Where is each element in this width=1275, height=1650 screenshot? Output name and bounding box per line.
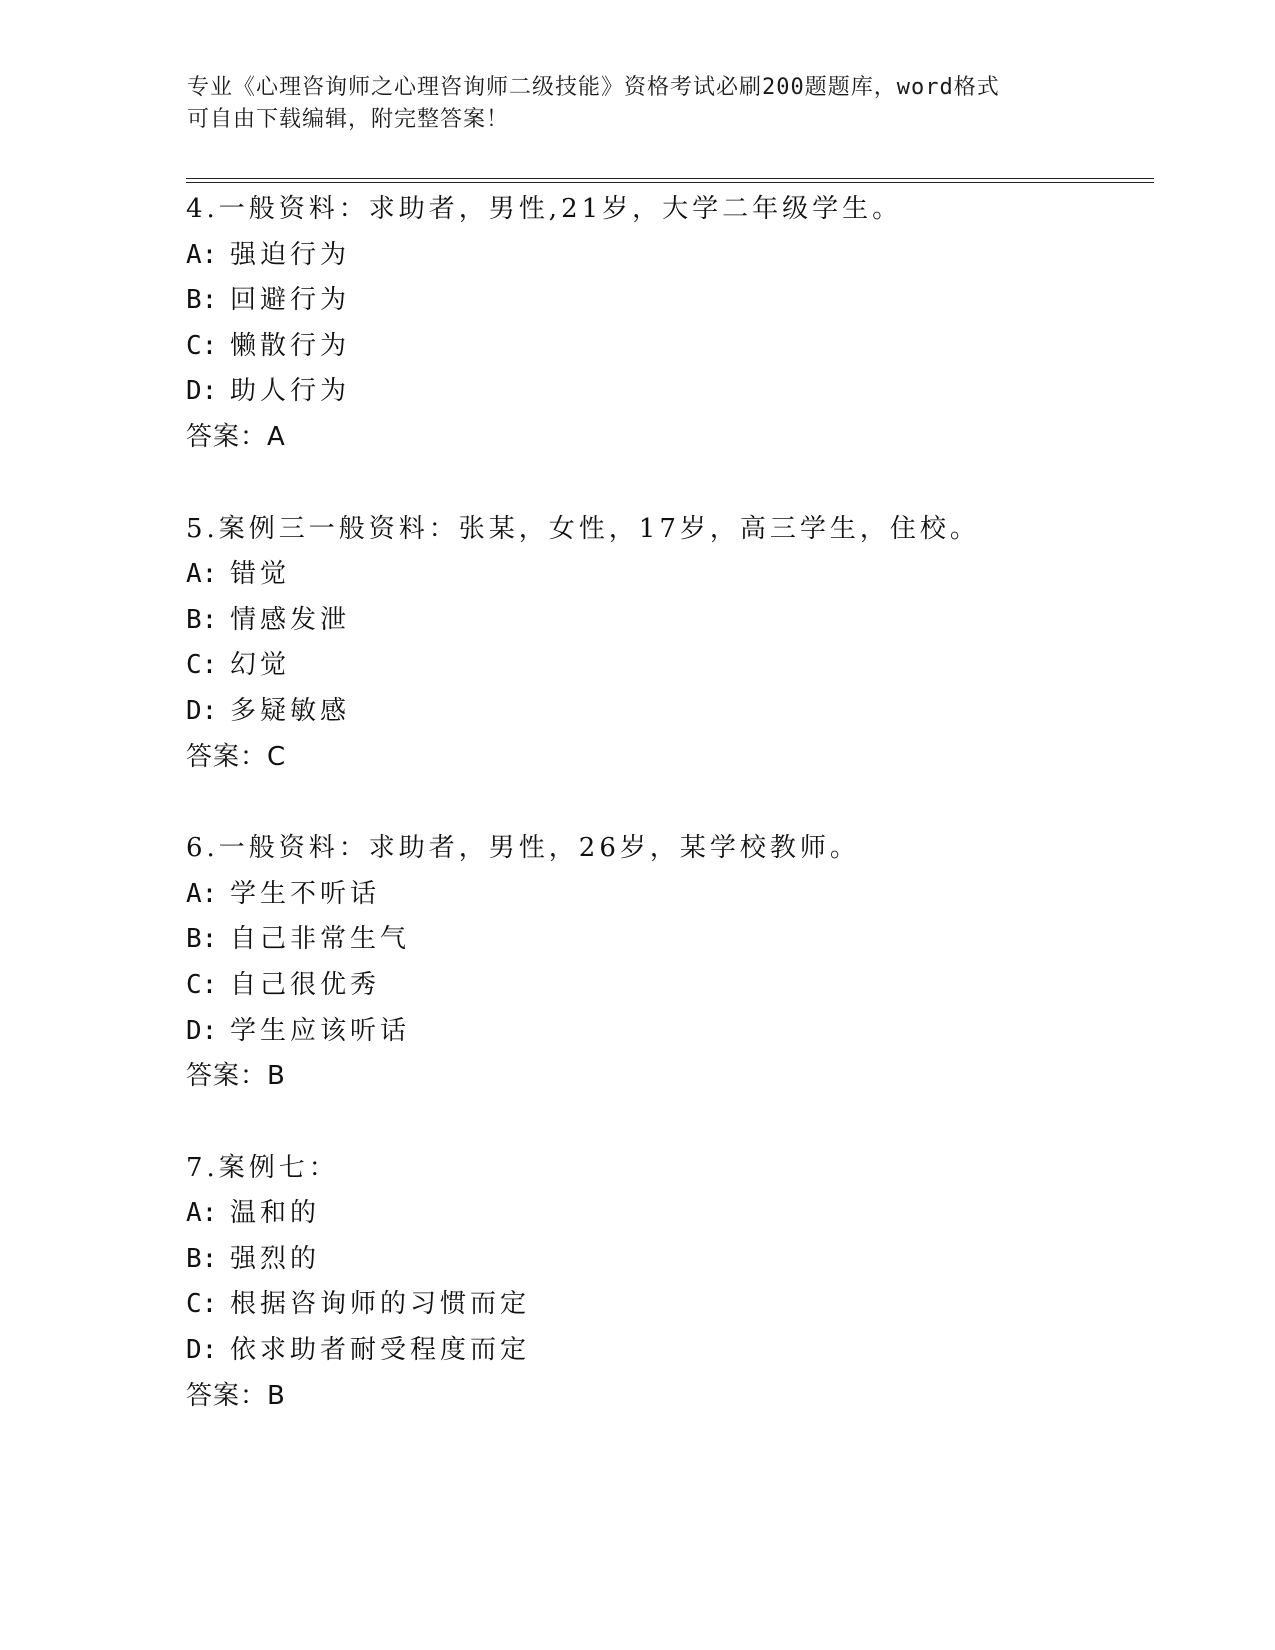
option-text: 多疑敏感 (230, 695, 351, 726)
question-stem: 7.案例七： (186, 1152, 339, 1183)
option-text: 回避行为 (230, 285, 351, 316)
option-c (186, 643, 1146, 689)
header-double-rule (186, 178, 1154, 183)
option-text: 强迫行为 (230, 239, 351, 270)
option-key: A: (186, 878, 218, 909)
option-text: 根据咨询师的习惯而定 (230, 1289, 531, 1320)
answer-line: 答案：A (186, 421, 286, 452)
option-c (186, 963, 1146, 1009)
option-text: 自己很优秀 (230, 969, 381, 1000)
option-a (186, 233, 1146, 279)
answer-line: 答案：B (186, 1380, 286, 1411)
answer-line: 答案：B (186, 1061, 286, 1092)
option-text: 情感发泄 (230, 604, 351, 635)
option-text: 错觉 (230, 559, 291, 590)
option-a (186, 1191, 1146, 1237)
option-key: D: (186, 695, 218, 726)
option-text: 依求助者耐受程度而定 (230, 1335, 531, 1366)
option-a (186, 552, 1146, 598)
question-stem: 4.一般资料：求助者，男性,21岁，大学二年级学生。 (186, 194, 903, 224)
option-text: 强烈的 (230, 1243, 321, 1274)
option-text: 学生不听话 (230, 878, 381, 909)
option-key: A: (186, 239, 218, 270)
option-d (186, 1328, 1146, 1374)
question-7 (186, 1146, 1146, 1420)
header-line-2: 可自由下载编辑，附完整答案！ (187, 107, 510, 132)
option-key: C: (186, 969, 218, 1000)
option-c (186, 324, 1146, 370)
option-text: 温和的 (230, 1198, 321, 1229)
option-d (186, 369, 1146, 415)
option-d (186, 689, 1146, 735)
option-b (186, 917, 1146, 963)
option-text: 懒散行为 (230, 330, 351, 361)
option-c (186, 1282, 1146, 1328)
question-6 (186, 826, 1146, 1100)
question-stem: 5.案例三一般资料：张某，女性，17岁，高三学生，住校。 (186, 513, 980, 544)
option-b (186, 278, 1146, 324)
answer-line: 答案：C (186, 741, 287, 772)
option-b (186, 598, 1146, 644)
option-text: 助人行为 (230, 376, 351, 407)
option-key: A: (186, 559, 218, 590)
option-key: C: (186, 1289, 218, 1320)
question-5 (186, 507, 1146, 781)
option-key: D: (186, 1015, 218, 1046)
option-text: 自己非常生气 (230, 924, 411, 955)
option-key: A: (186, 1198, 218, 1229)
option-b (186, 1237, 1146, 1283)
option-key: D: (186, 1335, 218, 1366)
question-stem: 6.一般资料：求助者，男性，26岁，某学校教师。 (186, 833, 860, 864)
question-4 (186, 187, 1146, 461)
option-key: C: (186, 330, 218, 361)
option-key: B: (186, 924, 218, 955)
question-list (186, 187, 1146, 1465)
option-key: B: (186, 285, 218, 316)
option-d (186, 1009, 1146, 1055)
option-key: C: (186, 650, 218, 681)
option-key: D: (186, 376, 218, 407)
option-text: 幻觉 (230, 650, 291, 681)
option-text: 学生应该听话 (230, 1015, 411, 1046)
option-key: B: (186, 1243, 218, 1274)
option-key: B: (186, 604, 218, 635)
document-header (187, 72, 1087, 136)
header-line-1: 专业《心理咨询师之心理咨询师二级技能》资格考试必刷200题题库，word格式 (187, 75, 1000, 100)
option-a (186, 872, 1146, 918)
